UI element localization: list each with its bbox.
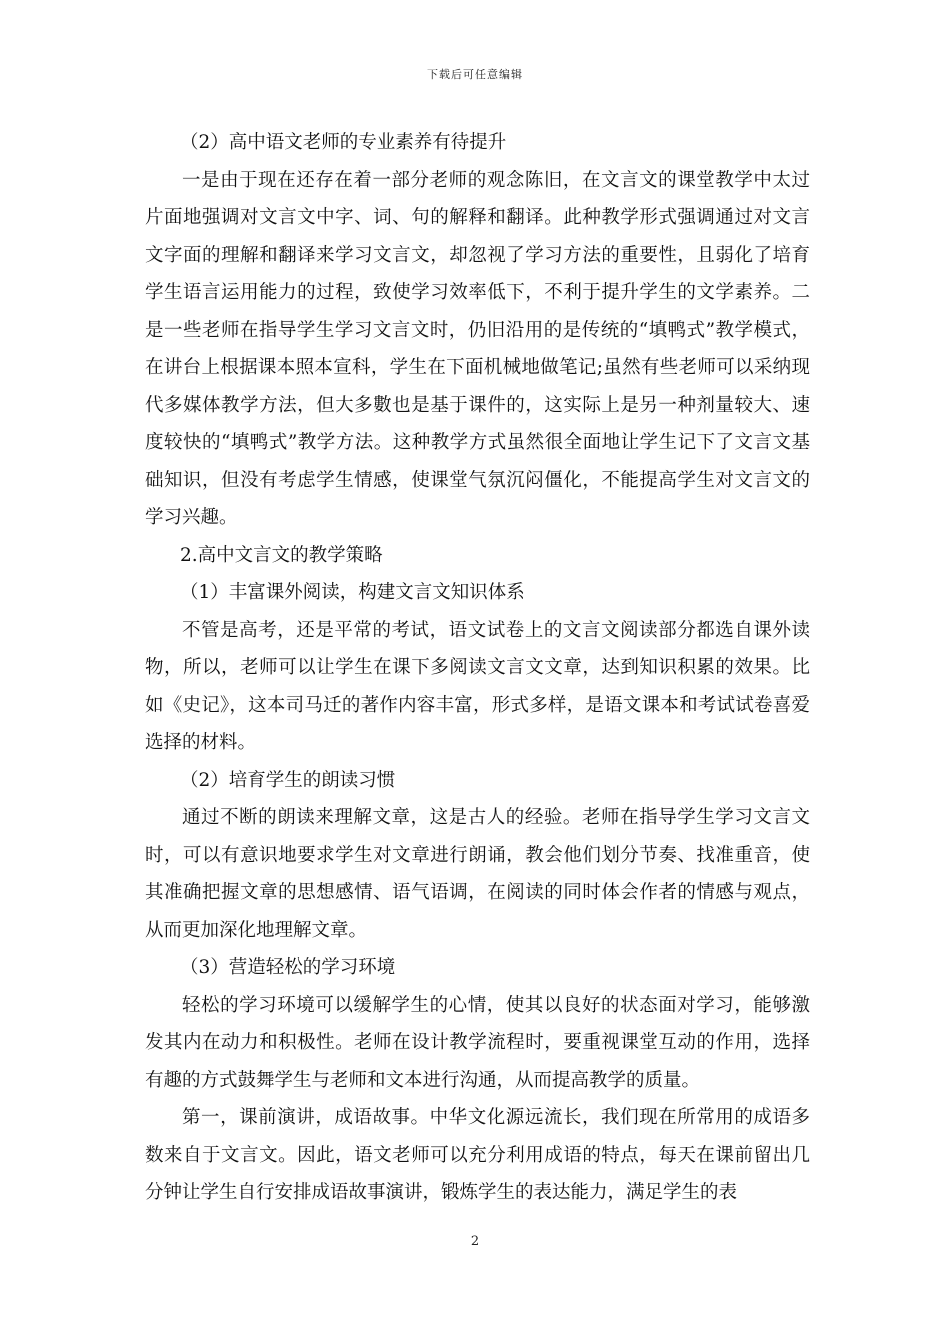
paragraph-extracurricular-reading: 不管是高考，还是平常的考试，语文试卷上的文言文阅读部分都选自课外读物，所以，老师可以让学生在课下多阅读文言文文章，达到知识积累的效果。比如《史记》，这本司马迁的著作内容丰富，形式多样，是语文课本和考试试卷喜爱选择的材料。 — [145, 619, 810, 753]
paragraph-teacher-literacy: 一是由于现在还存在着一部分老师的观念陈旧，在文言文的课堂教学中太过片面地强调对文言文中字、词、句的解释和翻译。此种教学形式强调通过对文言文字面的理解和翻译来学习文言文，却忽视了学习方法的重要性，且弱化了培育学生语言运用能力的过程，致使学习效率低下，不利于提升学生的文学素养。二是一些老师在指导学生学习文言文时，仍旧沿用的是传统的“填鸭式”教学模式，在讲台上根据课本照本宣科，学生在下面机械地做笔记;虽然有些老师可以采纳现代多媒体教学方法，但大多數也是基于课件的，这实际上是另一种剂量较大、速度较快的“填鸭式”教学方法。这种教学方式虽然很全面地让学生记下了文言文基础知识，但没有考虑学生情感，使课堂气氛沉闷僵化，不能提高学生对文言文的学习兴趣。 — [145, 169, 810, 528]
document-body — [145, 124, 810, 1212]
section-heading-2: （2）高中语文老师的专业素养有待提升 — [180, 132, 507, 153]
paragraph-reading-habit: 通过不断的朗读来理解文章，这是古人的经验。老师在指导学生学习文言文时，可以有意识地要求学生对文章进行朗诵，教会他们划分节奏、找准重音，使其准确把握文章的思想感情、语气语调，在阅读的同时体会作者的情感与观点，从而更加深化地理解文章。 — [145, 807, 810, 941]
subheading-reading-habit: （2）培育学生的朗读习惯 — [180, 769, 396, 791]
subheading-learning-environment: （3）营造轻松的学习环境 — [180, 957, 396, 978]
paragraph-learning-environment: 轻松的学习环境可以缓解学生的心情，使其以良好的状态面对学习，能够激发其内在动力和积极性。老师在设计教学流程时，要重视课堂互动的作用，选择有趣的方式鼓舞学生与老师和文本进行沟通，从而提高教学的质量。 — [145, 994, 810, 1091]
page-header: 下载后可任意编辑 — [427, 68, 523, 81]
subheading-extracurricular-reading: （1）丰富课外阅读，构建文言文知识体系 — [180, 582, 525, 603]
paragraph-idiom-stories: 第一，课前演讲，成语故事。中华文化源远流长，我们现在所常用的成语多数来自于文言文。因此，语文老师可以充分利用成语的特点，每天在课前留出几分钟让学生自行安排成语故事演讲，锻炼学生的表达能力，满足学生的表 — [145, 1107, 810, 1203]
page-number: 2 — [470, 1234, 480, 1249]
section-heading-strategies: 2.高中文言文的教学策略 — [180, 544, 383, 566]
